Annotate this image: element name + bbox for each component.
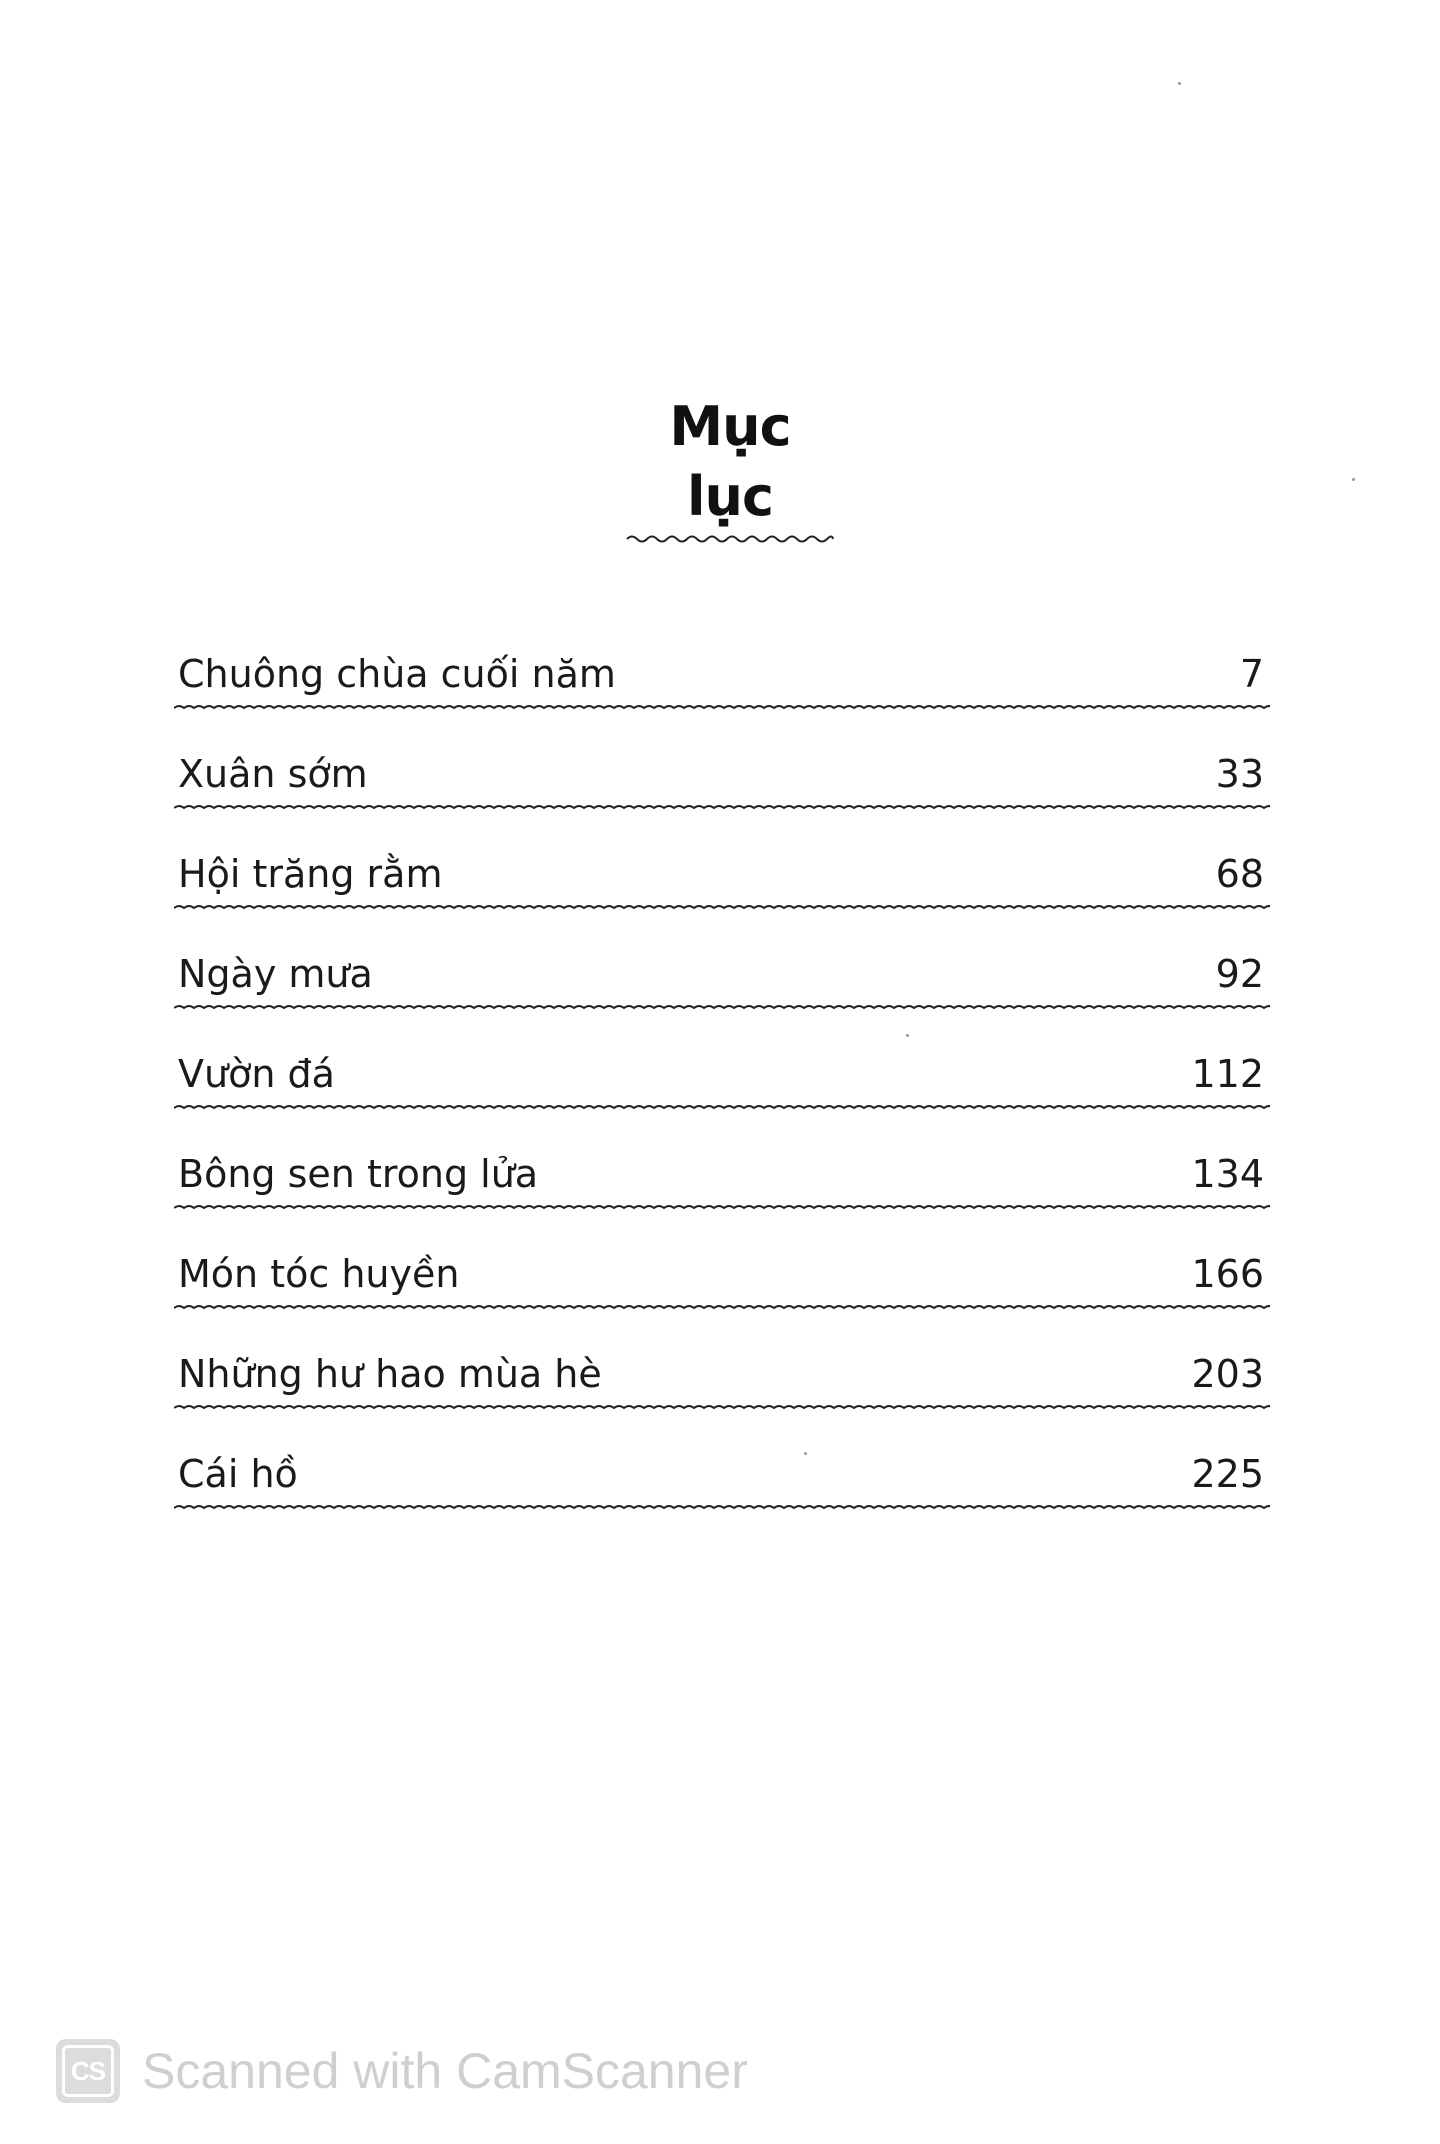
toc-entry[interactable] — [174, 1040, 1270, 1140]
toc-entry-underline — [174, 1302, 1270, 1314]
toc-entry-title: Những hư hao mùa hè — [178, 1352, 602, 1396]
toc-entry-underline — [174, 1402, 1270, 1414]
title-block — [620, 392, 840, 546]
toc-entry-underline — [174, 1002, 1270, 1014]
toc-entry-title: Xuân sớm — [178, 752, 368, 796]
toc-entry-title: Vườn đá — [178, 1052, 335, 1096]
toc-entry[interactable] — [174, 1140, 1270, 1240]
title-underline — [625, 532, 835, 546]
scan-speck — [1178, 82, 1181, 85]
toc-entry-title: Bông sen trong lửa — [178, 1152, 539, 1196]
toc-entry-underline — [174, 902, 1270, 914]
scan-speck — [1352, 478, 1355, 481]
toc-entry[interactable] — [174, 640, 1270, 740]
toc-entry-page: 134 — [1191, 1152, 1264, 1196]
toc-entry-page: 225 — [1191, 1452, 1264, 1496]
toc-entry-page: 166 — [1191, 1252, 1264, 1296]
camscanner-logo-text: CS — [62, 2045, 114, 2097]
toc-entry[interactable] — [174, 840, 1270, 940]
toc-entry-page: 33 — [1215, 752, 1264, 796]
toc-entry-title: Hội trăng rằm — [178, 852, 443, 896]
toc-entry-underline — [174, 1102, 1270, 1114]
camscanner-logo-icon — [56, 2039, 120, 2103]
toc-entry-title: Món tóc huyền — [178, 1252, 460, 1296]
toc-entry-page: 112 — [1191, 1052, 1264, 1096]
page-title: Mục lục — [669, 395, 791, 528]
toc-entry-page: 92 — [1215, 952, 1264, 996]
toc-entry-page: 203 — [1191, 1352, 1264, 1396]
toc-entry-underline — [174, 702, 1270, 714]
toc-entry-underline — [174, 1202, 1270, 1214]
watermark-text: Scanned with CamScanner — [142, 2043, 748, 2099]
camscanner-watermark — [56, 2036, 748, 2106]
toc-entry[interactable] — [174, 1240, 1270, 1340]
toc-entry[interactable] — [174, 740, 1270, 840]
toc-entry-title: Cái hồ — [178, 1452, 298, 1496]
toc-entry[interactable] — [174, 940, 1270, 1040]
toc-entry-underline — [174, 802, 1270, 814]
toc-entry[interactable] — [174, 1440, 1270, 1540]
toc-entry-title: Ngày mưa — [178, 952, 373, 996]
toc-entry-underline — [174, 1502, 1270, 1514]
table-of-contents — [174, 640, 1270, 1540]
toc-entry[interactable] — [174, 1340, 1270, 1440]
toc-entry-page: 7 — [1239, 652, 1264, 696]
toc-entry-page: 68 — [1215, 852, 1264, 896]
toc-entry-title: Chuông chùa cuối năm — [178, 652, 616, 696]
